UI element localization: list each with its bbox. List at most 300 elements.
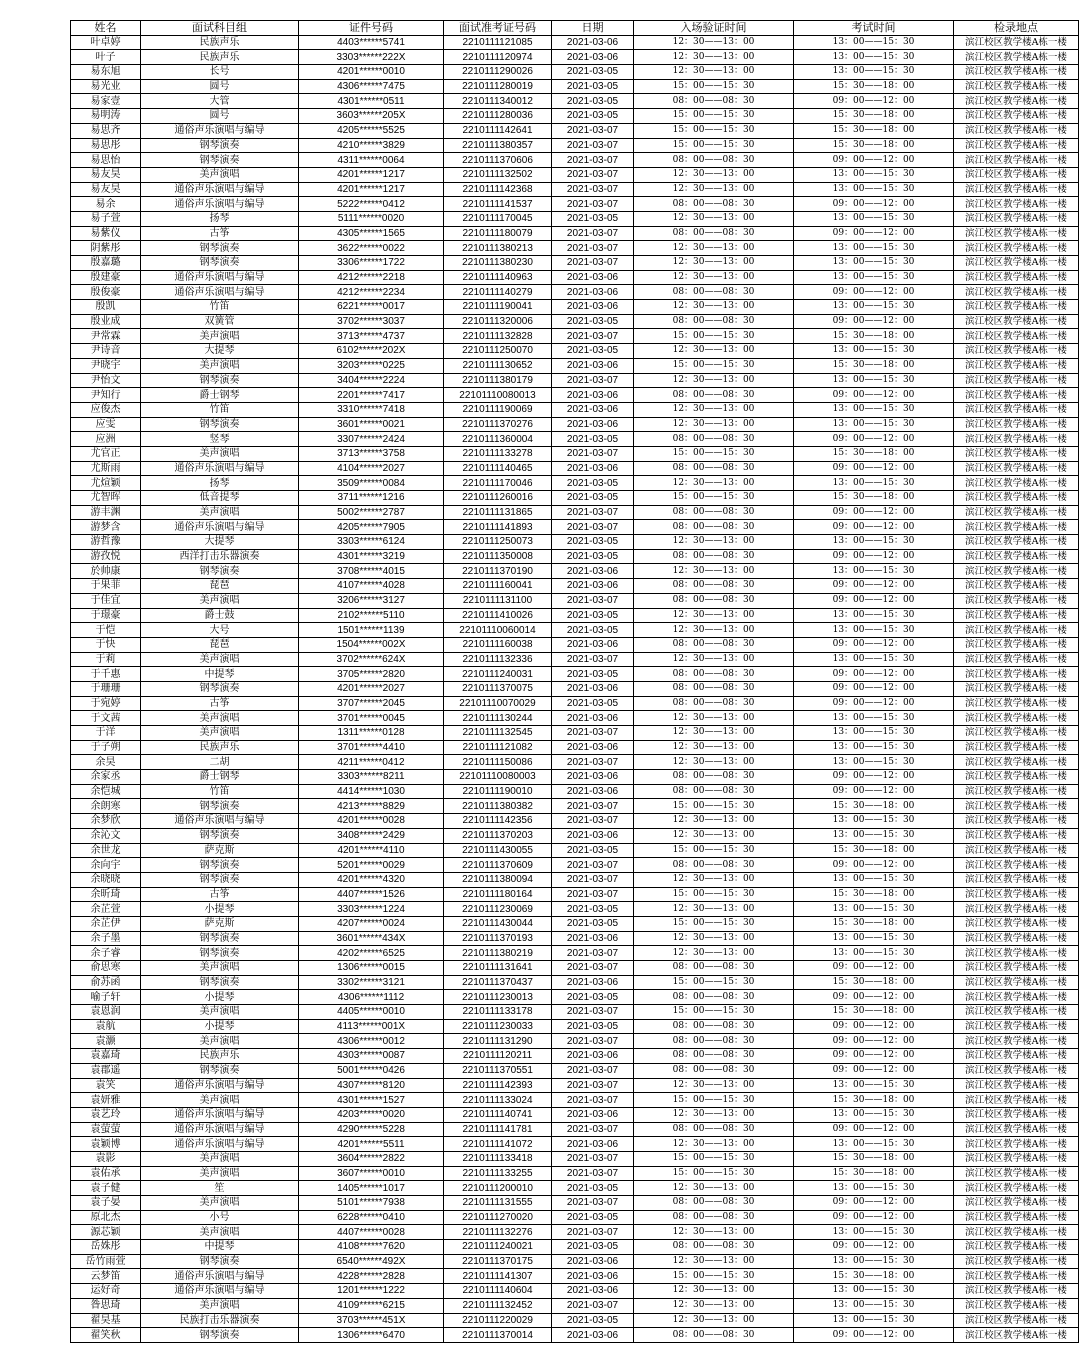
cell-exam-time: 13：00——15：30	[794, 65, 954, 80]
cell-checkin-time: 08：00——08：30	[634, 858, 794, 873]
table-row	[71, 711, 1079, 726]
cell-admission-number: 2210111380213	[444, 241, 552, 256]
cell-id-number: 4212******2234	[299, 285, 444, 300]
cell-location: 滨江校区教学楼A栋一楼	[954, 491, 1079, 506]
table-row	[71, 167, 1079, 182]
cell-admission-number: 22101110080003	[444, 770, 552, 785]
cell-location: 滨江校区教学楼A栋一楼	[954, 711, 1079, 726]
cell-id-number: 1504******002X	[299, 637, 444, 652]
cell-subject: 竹笛	[141, 784, 299, 799]
table-row	[71, 270, 1079, 285]
table-row	[71, 755, 1079, 770]
cell-exam-time: 15：30——18：00	[794, 843, 954, 858]
cell-location: 滨江校区教学楼A栋一楼	[954, 1313, 1079, 1328]
cell-name: 袁嘉琦	[71, 1049, 141, 1064]
cell-exam-time: 15：30——18：00	[794, 138, 954, 153]
cell-subject: 萨克斯	[141, 916, 299, 931]
cell-checkin-time: 08：00——08：30	[634, 388, 794, 403]
cell-location: 滨江校区教学楼A栋一楼	[954, 270, 1079, 285]
cell-subject: 钢琴演奏	[141, 858, 299, 873]
cell-admission-number: 2210111370175	[444, 1254, 552, 1269]
cell-exam-time: 15：30——18：00	[794, 1005, 954, 1020]
cell-name: 应俊杰	[71, 402, 141, 417]
cell-exam-time: 15：30——18：00	[794, 491, 954, 506]
cell-checkin-time: 12：30——13：00	[634, 1284, 794, 1299]
cell-name: 游孜悦	[71, 549, 141, 564]
cell-name: 易东旭	[71, 65, 141, 80]
cell-admission-number: 2210111190041	[444, 300, 552, 315]
cell-location: 滨江校区教学楼A栋一楼	[954, 285, 1079, 300]
cell-name: 于佳宜	[71, 593, 141, 608]
cell-date: 2021-03-06	[552, 931, 634, 946]
header-subject: 面试科目组	[141, 21, 299, 36]
cell-name: 袁笑	[71, 1078, 141, 1093]
cell-name: 于宛婷	[71, 696, 141, 711]
table-row	[71, 1005, 1079, 1020]
cell-date: 2021-03-05	[552, 1019, 634, 1034]
cell-date: 2021-03-06	[552, 417, 634, 432]
cell-location: 滨江校区教学楼A栋一楼	[954, 1166, 1079, 1181]
cell-admission-number: 2210111180164	[444, 887, 552, 902]
cell-location: 滨江校区教学楼A栋一楼	[954, 417, 1079, 432]
cell-subject: 小提琴	[141, 990, 299, 1005]
cell-exam-time: 09：00——12：00	[794, 94, 954, 109]
cell-exam-time: 13：00——15：30	[794, 814, 954, 829]
cell-admission-number: 2210111142641	[444, 123, 552, 138]
cell-date: 2021-03-07	[552, 167, 634, 182]
cell-exam-time: 15：30——18：00	[794, 1093, 954, 1108]
cell-checkin-time: 12：30——13：00	[634, 1254, 794, 1269]
cell-id-number: 4207******0024	[299, 916, 444, 931]
cell-exam-time: 13：00——15：30	[794, 535, 954, 550]
cell-checkin-time: 08：00——08：30	[634, 681, 794, 696]
cell-subject: 美声演唱	[141, 1298, 299, 1313]
cell-checkin-time: 12：30——13：00	[634, 167, 794, 182]
cell-id-number: 3702******3037	[299, 314, 444, 329]
cell-subject: 通俗声乐演唱与编导	[141, 123, 299, 138]
cell-date: 2021-03-07	[552, 505, 634, 520]
cell-subject: 美声演唱	[141, 167, 299, 182]
cell-exam-time: 13：00——15：30	[794, 182, 954, 197]
cell-checkin-time: 12：30——13：00	[634, 740, 794, 755]
cell-location: 滨江校区教学楼A栋一楼	[954, 167, 1079, 182]
cell-name: 易友昊	[71, 182, 141, 197]
cell-exam-time: 13：00——15：30	[794, 1137, 954, 1152]
cell-name: 易思齐	[71, 123, 141, 138]
cell-exam-time: 09：00——12：00	[794, 226, 954, 241]
cell-id-number: 4201******0010	[299, 65, 444, 80]
cell-admission-number: 2210111380179	[444, 373, 552, 388]
cell-date: 2021-03-05	[552, 211, 634, 226]
cell-exam-time: 13：00——15：30	[794, 623, 954, 638]
cell-checkin-time: 15：00——15：30	[634, 1166, 794, 1181]
cell-location: 滨江校区教学楼A栋一楼	[954, 872, 1079, 887]
cell-checkin-time: 15：00——15：30	[634, 79, 794, 94]
cell-checkin-time: 15：00——15：30	[634, 887, 794, 902]
cell-admission-number: 2210111230069	[444, 902, 552, 917]
cell-exam-time: 13：00——15：30	[794, 35, 954, 50]
header-exam-time: 考试时间	[794, 21, 954, 36]
cell-name: 于璟豪	[71, 608, 141, 623]
cell-name: 游丰渊	[71, 505, 141, 520]
cell-name: 尹晓宇	[71, 358, 141, 373]
cell-checkin-time: 12：30——13：00	[634, 1078, 794, 1093]
cell-admission-number: 2210111370014	[444, 1328, 552, 1343]
cell-date: 2021-03-07	[552, 872, 634, 887]
table-row	[71, 652, 1079, 667]
table-row	[71, 726, 1079, 741]
cell-checkin-time: 12：30——13：00	[634, 828, 794, 843]
cell-admission-number: 2210111280019	[444, 79, 552, 94]
cell-exam-time: 13：00——15：30	[794, 902, 954, 917]
cell-subject: 双簧管	[141, 314, 299, 329]
cell-location: 滨江校区教学楼A栋一楼	[954, 505, 1079, 520]
table-row	[71, 138, 1079, 153]
cell-checkin-time: 12：30——13：00	[634, 256, 794, 271]
cell-date: 2021-03-06	[552, 402, 634, 417]
cell-location: 滨江校区教学楼A栋一楼	[954, 828, 1079, 843]
cell-name: 余子墨	[71, 931, 141, 946]
cell-name: 于子朔	[71, 740, 141, 755]
cell-id-number: 3203******0225	[299, 358, 444, 373]
cell-admission-number: 22101110060014	[444, 623, 552, 638]
cell-name: 易光业	[71, 79, 141, 94]
table-row	[71, 358, 1079, 373]
cell-exam-time: 09：00——12：00	[794, 961, 954, 976]
cell-checkin-time: 15：00——15：30	[634, 446, 794, 461]
cell-admission-number: 2210111190069	[444, 402, 552, 417]
cell-id-number: 3701******0045	[299, 711, 444, 726]
cell-location: 滨江校区教学楼A栋一楼	[954, 784, 1079, 799]
cell-id-number: 3713******4737	[299, 329, 444, 344]
cell-name: 尤斯雨	[71, 461, 141, 476]
table-row	[71, 79, 1079, 94]
cell-name: 余晓晓	[71, 872, 141, 887]
cell-location: 滨江校区教学楼A栋一楼	[954, 1122, 1079, 1137]
cell-name: 袁郡遥	[71, 1063, 141, 1078]
cell-date: 2021-03-06	[552, 711, 634, 726]
cell-name: 于文茜	[71, 711, 141, 726]
cell-admission-number: 2210111370551	[444, 1063, 552, 1078]
cell-checkin-time: 08：00——08：30	[634, 579, 794, 594]
cell-exam-time: 09：00——12：00	[794, 432, 954, 447]
cell-name: 尹知行	[71, 388, 141, 403]
cell-exam-time: 13：00——15：30	[794, 1078, 954, 1093]
cell-subject: 钢琴演奏	[141, 1328, 299, 1343]
table-row	[71, 1078, 1079, 1093]
cell-name: 阴紫彤	[71, 241, 141, 256]
cell-subject: 钢琴演奏	[141, 975, 299, 990]
cell-location: 滨江校区教学楼A栋一楼	[954, 975, 1079, 990]
cell-date: 2021-03-07	[552, 373, 634, 388]
cell-checkin-time: 12：30——13：00	[634, 872, 794, 887]
cell-admission-number: 2210111370203	[444, 828, 552, 843]
cell-checkin-time: 12：30——13：00	[634, 623, 794, 638]
cell-exam-time: 13：00——15：30	[794, 1313, 954, 1328]
cell-id-number: 5222******0412	[299, 197, 444, 212]
cell-id-number: 4201******2027	[299, 681, 444, 696]
cell-date: 2021-03-07	[552, 1093, 634, 1108]
cell-subject: 民族声乐	[141, 1049, 299, 1064]
cell-name: 尹诗音	[71, 344, 141, 359]
cell-exam-time: 15：30——18：00	[794, 329, 954, 344]
cell-checkin-time: 12：30——13：00	[634, 535, 794, 550]
cell-id-number: 4306******1112	[299, 990, 444, 1005]
cell-admission-number: 2210111132276	[444, 1225, 552, 1240]
cell-admission-number: 2210111132452	[444, 1298, 552, 1313]
cell-date: 2021-03-07	[552, 1063, 634, 1078]
cell-location: 滨江校区教学楼A栋一楼	[954, 1049, 1079, 1064]
cell-admission-number: 2210111320006	[444, 314, 552, 329]
cell-id-number: 4211******0412	[299, 755, 444, 770]
table-row	[71, 1196, 1079, 1211]
cell-location: 滨江校区教学楼A栋一楼	[954, 79, 1079, 94]
cell-location: 滨江校区教学楼A栋一楼	[954, 608, 1079, 623]
cell-date: 2021-03-05	[552, 1210, 634, 1225]
cell-id-number: 4414******1030	[299, 784, 444, 799]
cell-name: 尤智晖	[71, 491, 141, 506]
cell-admission-number: 2210111370609	[444, 858, 552, 873]
cell-admission-number: 2210111380094	[444, 872, 552, 887]
table-row	[71, 285, 1079, 300]
cell-subject: 通俗声乐演唱与编导	[141, 197, 299, 212]
cell-checkin-time: 12：30——13：00	[634, 211, 794, 226]
cell-date: 2021-03-05	[552, 1240, 634, 1255]
cell-date: 2021-03-06	[552, 1284, 634, 1299]
table-row	[71, 300, 1079, 315]
table-row	[71, 579, 1079, 594]
cell-date: 2021-03-06	[552, 358, 634, 373]
cell-exam-time: 09：00——12：00	[794, 153, 954, 168]
table-row	[71, 593, 1079, 608]
cell-checkin-time: 12：30——13：00	[634, 652, 794, 667]
cell-date: 2021-03-07	[552, 814, 634, 829]
cell-admission-number: 2210111132545	[444, 726, 552, 741]
cell-subject: 小提琴	[141, 1019, 299, 1034]
table-row	[71, 916, 1079, 931]
cell-date: 2021-03-06	[552, 1049, 634, 1064]
cell-subject: 钢琴演奏	[141, 138, 299, 153]
cell-exam-time: 09：00——12：00	[794, 1034, 954, 1049]
cell-checkin-time: 12：30——13：00	[634, 35, 794, 50]
cell-subject: 大管	[141, 94, 299, 109]
cell-name: 殷俊豪	[71, 285, 141, 300]
cell-id-number: 4201******4320	[299, 872, 444, 887]
cell-id-number: 4301******0511	[299, 94, 444, 109]
cell-name: 翟笑秋	[71, 1328, 141, 1343]
cell-checkin-time: 08：00——08：30	[634, 1328, 794, 1343]
cell-location: 滨江校区教学楼A栋一楼	[954, 799, 1079, 814]
header-checkin-time: 入场验证时间	[634, 21, 794, 36]
cell-id-number: 4201******4110	[299, 843, 444, 858]
cell-date: 2021-03-07	[552, 961, 634, 976]
cell-subject: 通俗声乐演唱与编导	[141, 270, 299, 285]
cell-exam-time: 13：00——15：30	[794, 241, 954, 256]
cell-id-number: 5101******7938	[299, 1196, 444, 1211]
cell-admission-number: 2210111370276	[444, 417, 552, 432]
cell-id-number: 6102******202X	[299, 344, 444, 359]
cell-location: 滨江校区教学楼A栋一楼	[954, 946, 1079, 961]
cell-admission-number: 2210111270020	[444, 1210, 552, 1225]
header-id-number: 证件号码	[299, 21, 444, 36]
table-row	[71, 975, 1079, 990]
cell-subject: 通俗声乐演唱与编导	[141, 1078, 299, 1093]
cell-id-number: 3711******1216	[299, 491, 444, 506]
table-body	[71, 35, 1079, 1342]
cell-admission-number: 2210111220029	[444, 1313, 552, 1328]
cell-exam-time: 09：00——12：00	[794, 1328, 954, 1343]
cell-name: 昝思琦	[71, 1298, 141, 1313]
cell-location: 滨江校区教学楼A栋一楼	[954, 314, 1079, 329]
cell-checkin-time: 08：00——08：30	[634, 1034, 794, 1049]
cell-checkin-time: 08：00——08：30	[634, 770, 794, 785]
cell-name: 余昕琦	[71, 887, 141, 902]
table-row	[71, 990, 1079, 1005]
table-row	[71, 770, 1079, 785]
cell-location: 滨江校区教学楼A栋一楼	[954, 1328, 1079, 1343]
cell-id-number: 3302******3121	[299, 975, 444, 990]
cell-admission-number: 2210111121085	[444, 35, 552, 50]
table-row	[71, 1298, 1079, 1313]
cell-subject: 钢琴演奏	[141, 417, 299, 432]
table-row	[71, 828, 1079, 843]
table-row	[71, 784, 1079, 799]
cell-location: 滨江校区教学楼A栋一楼	[954, 770, 1079, 785]
table-row	[71, 329, 1079, 344]
cell-date: 2021-03-05	[552, 94, 634, 109]
cell-subject: 竹笛	[141, 402, 299, 417]
cell-location: 滨江校区教学楼A栋一楼	[954, 1005, 1079, 1020]
cell-date: 2021-03-07	[552, 153, 634, 168]
cell-admission-number: 2210111250070	[444, 344, 552, 359]
table-row	[71, 241, 1079, 256]
cell-subject: 钢琴演奏	[141, 931, 299, 946]
cell-name: 于珊珊	[71, 681, 141, 696]
cell-date: 2021-03-05	[552, 1181, 634, 1196]
cell-date: 2021-03-07	[552, 726, 634, 741]
cell-subject: 钢琴演奏	[141, 373, 299, 388]
cell-exam-time: 15：30——18：00	[794, 887, 954, 902]
cell-exam-time: 13：00——15：30	[794, 167, 954, 182]
cell-admission-number: 2210111131641	[444, 961, 552, 976]
cell-location: 滨江校区教学楼A栋一楼	[954, 1137, 1079, 1152]
cell-exam-time: 13：00——15：30	[794, 828, 954, 843]
cell-subject: 美声演唱	[141, 329, 299, 344]
cell-admission-number: 2210111132828	[444, 329, 552, 344]
cell-subject: 竹笛	[141, 300, 299, 315]
cell-admission-number: 2210111230013	[444, 990, 552, 1005]
cell-name: 袁子健	[71, 1181, 141, 1196]
cell-admission-number: 2210111141893	[444, 520, 552, 535]
table-row	[71, 1107, 1079, 1122]
cell-checkin-time: 12：30——13：00	[634, 1107, 794, 1122]
cell-exam-time: 15：30——18：00	[794, 799, 954, 814]
cell-subject: 美声演唱	[141, 652, 299, 667]
cell-subject: 美声演唱	[141, 446, 299, 461]
cell-date: 2021-03-05	[552, 623, 634, 638]
cell-id-number: 4307******8120	[299, 1078, 444, 1093]
table-row	[71, 1093, 1079, 1108]
cell-location: 滨江校区教学楼A栋一楼	[954, 1269, 1079, 1284]
exam-schedule-table	[70, 20, 1079, 1343]
cell-id-number: 3601******434X	[299, 931, 444, 946]
cell-location: 滨江校区教学楼A栋一楼	[954, 1240, 1079, 1255]
cell-admission-number: 2210111131100	[444, 593, 552, 608]
cell-exam-time: 09：00——12：00	[794, 1196, 954, 1211]
cell-date: 2021-03-05	[552, 109, 634, 124]
cell-subject: 琵琶	[141, 637, 299, 652]
cell-location: 滨江校区教学楼A栋一楼	[954, 858, 1079, 873]
cell-exam-time: 13：00——15：30	[794, 256, 954, 271]
cell-checkin-time: 15：00——15：30	[634, 1093, 794, 1108]
cell-id-number: 4405******0010	[299, 1005, 444, 1020]
cell-id-number: 3622******0022	[299, 241, 444, 256]
cell-admission-number: 2210111370606	[444, 153, 552, 168]
cell-subject: 钢琴演奏	[141, 946, 299, 961]
cell-exam-time: 15：30——18：00	[794, 916, 954, 931]
cell-date: 2021-03-07	[552, 520, 634, 535]
cell-exam-time: 09：00——12：00	[794, 1019, 954, 1034]
cell-id-number: 4203******0020	[299, 1107, 444, 1122]
table-row	[71, 123, 1079, 138]
cell-id-number: 1201******1222	[299, 1284, 444, 1299]
cell-admission-number: 2210111160041	[444, 579, 552, 594]
cell-id-number: 1306******0015	[299, 961, 444, 976]
cell-checkin-time: 12：30——13：00	[634, 373, 794, 388]
cell-id-number: 4407******1526	[299, 887, 444, 902]
table-row	[71, 388, 1079, 403]
table-row	[71, 814, 1079, 829]
cell-exam-time: 13：00——15：30	[794, 755, 954, 770]
table-row	[71, 946, 1079, 961]
table-row	[71, 608, 1079, 623]
cell-name: 袁影	[71, 1151, 141, 1166]
cell-exam-time: 13：00——15：30	[794, 300, 954, 315]
cell-admission-number: 2210111380357	[444, 138, 552, 153]
cell-checkin-time: 08：00——08：30	[634, 961, 794, 976]
cell-subject: 通俗声乐演唱与编导	[141, 461, 299, 476]
cell-admission-number: 2210111250073	[444, 535, 552, 550]
cell-name: 于恺	[71, 623, 141, 638]
cell-exam-time: 15：30——18：00	[794, 109, 954, 124]
table-row	[71, 476, 1079, 491]
cell-exam-time: 13：00——15：30	[794, 564, 954, 579]
cell-subject: 大提琴	[141, 535, 299, 550]
cell-subject: 西洋打击乐器演奏	[141, 549, 299, 564]
cell-checkin-time: 08：00——08：30	[634, 153, 794, 168]
cell-date: 2021-03-05	[552, 344, 634, 359]
cell-date: 2021-03-05	[552, 696, 634, 711]
cell-exam-time: 13：00——15：30	[794, 1181, 954, 1196]
cell-name: 易思彤	[71, 138, 141, 153]
cell-date: 2021-03-07	[552, 1122, 634, 1137]
cell-location: 滨江校区教学楼A栋一楼	[954, 197, 1079, 212]
cell-name: 袁颖博	[71, 1137, 141, 1152]
cell-id-number: 4212******2218	[299, 270, 444, 285]
cell-location: 滨江校区教学楼A栋一楼	[954, 182, 1079, 197]
cell-id-number: 4407******0028	[299, 1225, 444, 1240]
cell-checkin-time: 15：00——15：30	[634, 843, 794, 858]
cell-exam-time: 09：00——12：00	[794, 579, 954, 594]
cell-admission-number: 2210111170045	[444, 211, 552, 226]
cell-date: 2021-03-06	[552, 1269, 634, 1284]
cell-subject: 通俗声乐演唱与编导	[141, 285, 299, 300]
cell-subject: 小号	[141, 1210, 299, 1225]
cell-name: 游梦含	[71, 520, 141, 535]
cell-id-number: 3603******205X	[299, 109, 444, 124]
cell-checkin-time: 08：00——08：30	[634, 461, 794, 476]
cell-subject: 大号	[141, 623, 299, 638]
